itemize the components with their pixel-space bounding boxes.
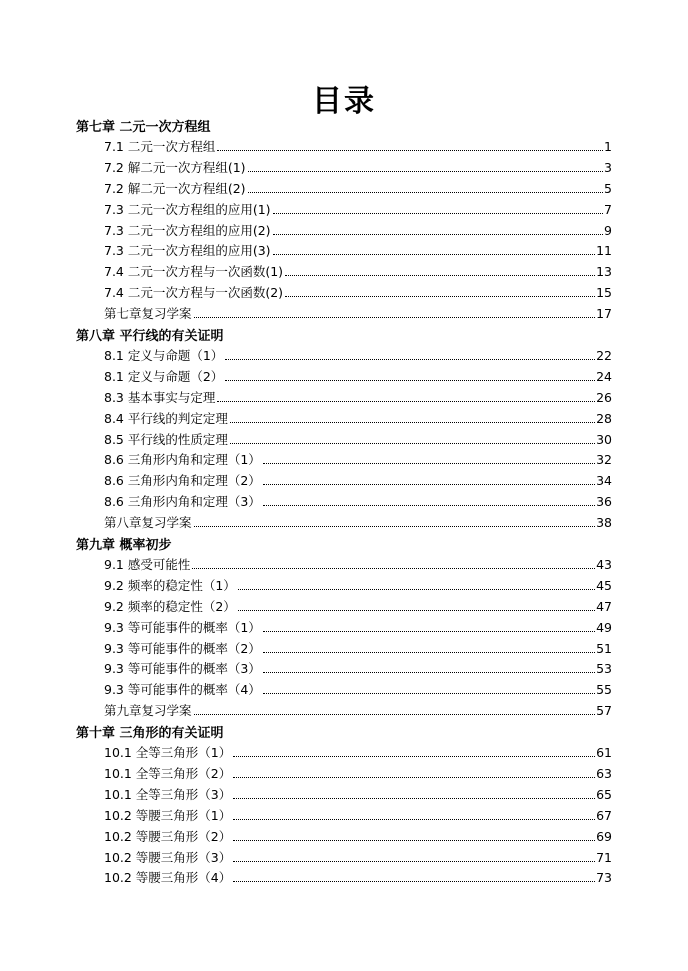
toc-entry-label: 10.1 全等三角形（1） <box>104 745 232 760</box>
toc-entry-label: 第七章复习学案 <box>104 306 192 322</box>
chapter-heading: 第十章 三角形的有关证明 <box>76 726 224 742</box>
dot-leader <box>273 234 603 235</box>
toc-entry-page-number: 65 <box>596 786 612 802</box>
toc-entry[interactable] <box>104 597 612 615</box>
chapter-heading: 第九章 概率初步 <box>76 538 172 553</box>
dot-leader <box>273 213 603 214</box>
toc-entry-page-number: 57 <box>596 703 612 719</box>
toc-entry-label: 10.1 全等三角形（2） <box>104 765 232 781</box>
dot-leader <box>248 171 603 172</box>
toc-entry-label: 8.4 平行线的判定定理 <box>104 410 228 426</box>
toc-entry-label: 9.3 等可能事件的概率（2） <box>104 640 261 656</box>
toc-entry-page-number: 7 <box>604 201 612 217</box>
toc-entry[interactable] <box>104 158 612 176</box>
toc-entry-label: 10.1 全等三角形（3） <box>104 786 232 802</box>
toc-entry-page-number: 69 <box>596 828 612 844</box>
toc-entry[interactable] <box>104 555 612 573</box>
toc-entry[interactable] <box>104 806 612 824</box>
toc-entry-label: 10.2 等腰三角形（3） <box>104 849 232 865</box>
dot-leader <box>248 192 603 193</box>
dot-leader <box>192 568 595 569</box>
toc-entry-page-number: 13 <box>596 264 612 280</box>
toc-entry-label: 9.2 频率的稳定性（2） <box>104 598 236 614</box>
chapter-heading: 第七章 二元一次方程组 <box>76 120 211 135</box>
toc-entry[interactable] <box>104 450 612 468</box>
toc-entry-page-number: 63 <box>596 765 612 781</box>
toc-entry[interactable] <box>104 785 612 803</box>
dot-leader <box>194 714 596 715</box>
toc-entry[interactable] <box>104 409 612 427</box>
dot-leader <box>217 401 595 402</box>
dot-leader <box>230 422 595 423</box>
toc-entry-label: 8.1 定义与命题（1） <box>104 347 224 363</box>
toc-entry-label: 8.6 三角形内角和定理（1） <box>104 452 261 468</box>
toc-entry-page-number: 47 <box>596 598 612 614</box>
toc-entry[interactable] <box>104 513 612 531</box>
toc-entry[interactable] <box>104 868 612 886</box>
dot-leader <box>263 505 595 506</box>
toc-entry-label: 9.1 感受可能性 <box>104 556 191 572</box>
toc-entry-label: 7.1 二元一次方程组 <box>104 138 216 154</box>
toc-entry-label: 第八章复习学案 <box>104 515 192 531</box>
toc-entry-label: 10.2 等腰三角形（1） <box>104 807 232 823</box>
dot-leader <box>263 484 595 485</box>
toc-entry-label: 7.2 解二元一次方程组(2) <box>104 180 246 196</box>
dot-leader <box>238 610 595 611</box>
dot-leader <box>263 693 595 694</box>
toc-entry-page-number: 17 <box>596 306 612 322</box>
toc-entry-label: 9.3 等可能事件的概率（1） <box>104 619 261 635</box>
toc-entry-page-number: 9 <box>604 222 612 238</box>
toc-entry-page-number: 71 <box>596 849 612 865</box>
toc-entry[interactable] <box>104 137 612 155</box>
dot-leader <box>233 819 595 820</box>
toc-entry-label: 8.3 基本事实与定理 <box>104 389 216 405</box>
dot-leader <box>285 296 595 297</box>
toc-entry[interactable] <box>104 827 612 845</box>
toc-entry[interactable] <box>104 659 612 677</box>
toc-entry[interactable] <box>104 576 612 594</box>
toc-entry-page-number: 61 <box>596 745 612 760</box>
dot-leader <box>285 275 595 276</box>
dot-leader <box>238 589 595 590</box>
toc-entry-label: 10.2 等腰三角形（4） <box>104 870 232 886</box>
dot-leader <box>263 672 595 673</box>
toc-entry[interactable] <box>104 221 612 239</box>
dot-leader <box>233 756 595 757</box>
toc-entry[interactable] <box>104 680 612 698</box>
toc-entry-label: 9.2 频率的稳定性（1） <box>104 577 236 593</box>
dot-leader <box>233 777 595 778</box>
toc-entry[interactable] <box>104 346 612 364</box>
toc-entry-page-number: 53 <box>596 661 612 677</box>
toc-entry-label: 10.2 等腰三角形（2） <box>104 828 232 844</box>
toc-entry-page-number: 22 <box>596 347 612 363</box>
toc-entry-page-number: 24 <box>596 368 612 384</box>
toc-entry-label: 8.6 三角形内角和定理（3） <box>104 494 261 510</box>
toc-entry-label: 7.3 二元一次方程组的应用(1) <box>104 201 271 217</box>
toc-entry-page-number: 45 <box>596 577 612 593</box>
toc-entry-page-number: 15 <box>596 285 612 301</box>
toc-entry[interactable] <box>104 283 612 301</box>
toc-entry-label: 7.4 二元一次方程与一次函数(1) <box>104 264 284 280</box>
toc-entry-label: 8.5 平行线的性质定理 <box>104 431 228 447</box>
dot-leader <box>194 526 596 527</box>
dot-leader <box>263 652 595 653</box>
dot-leader <box>225 359 595 360</box>
toc-entry-page-number: 49 <box>596 619 612 635</box>
dot-leader <box>273 254 596 255</box>
toc-entry[interactable] <box>104 471 612 489</box>
toc-entry[interactable] <box>104 848 612 866</box>
toc-entry-page-number: 36 <box>596 494 612 510</box>
toc-entry-page-number: 1 <box>604 138 612 154</box>
dot-leader <box>233 840 595 841</box>
toc-entry-label: 7.3 二元一次方程组的应用(3) <box>104 243 271 259</box>
toc-entry-page-number: 30 <box>596 431 612 447</box>
toc-entry-page-number: 38 <box>596 515 612 531</box>
toc-entry-page-number: 67 <box>596 807 612 823</box>
toc-entry-page-number: 28 <box>596 410 612 426</box>
toc-entry-label: 9.3 等可能事件的概率（4） <box>104 682 261 698</box>
toc-entry[interactable] <box>104 492 612 510</box>
toc-entry-label: 9.3 等可能事件的概率（3） <box>104 661 261 677</box>
dot-leader <box>233 798 595 799</box>
toc-entry-label: 7.2 解二元一次方程组(1) <box>104 159 246 175</box>
toc-entry[interactable] <box>104 262 612 280</box>
toc-entry[interactable] <box>104 618 612 636</box>
toc-entry-page-number: 3 <box>604 159 612 175</box>
toc-entry-page-number: 55 <box>596 682 612 698</box>
toc-entry-label: 7.3 二元一次方程组的应用(2) <box>104 222 271 238</box>
toc-entry-page-number: 32 <box>596 452 612 468</box>
toc-entry[interactable] <box>104 367 612 385</box>
toc-entry[interactable] <box>104 304 612 322</box>
dot-leader <box>263 463 595 464</box>
dot-leader <box>194 317 596 318</box>
chapter-heading: 第八章 平行线的有关证明 <box>76 329 224 344</box>
toc-entry[interactable] <box>104 388 612 406</box>
toc-entry[interactable] <box>104 179 612 197</box>
toc-entry-label: 第九章复习学案 <box>104 703 192 719</box>
toc-entry-label: 8.1 定义与命题（2） <box>104 368 224 384</box>
toc-entry-page-number: 51 <box>596 640 612 656</box>
dot-leader <box>233 881 595 882</box>
dot-leader <box>230 443 595 444</box>
toc-entry-page-number: 43 <box>596 556 612 572</box>
toc-entry[interactable] <box>104 200 612 218</box>
toc-entry[interactable] <box>104 241 612 259</box>
dot-leader <box>263 631 595 632</box>
toc-entry-label: 8.6 三角形内角和定理（2） <box>104 473 261 489</box>
toc-entry[interactable] <box>104 764 612 782</box>
toc-entry-page-number: 11 <box>596 243 612 259</box>
toc-entry[interactable] <box>104 743 612 761</box>
toc-entry[interactable] <box>104 701 612 719</box>
toc-entry-page-number: 34 <box>596 473 612 489</box>
toc-entry-page-number: 5 <box>604 180 612 196</box>
dot-leader <box>217 150 603 151</box>
toc-entry[interactable] <box>104 639 612 657</box>
toc-entry-page-number: 26 <box>596 389 612 405</box>
dot-leader <box>225 380 595 381</box>
toc-entry-page-number: 73 <box>596 870 612 886</box>
toc-entry[interactable] <box>104 430 612 448</box>
page-title: 目录 <box>312 84 376 119</box>
dot-leader <box>233 861 595 862</box>
toc-entry-label: 7.4 二元一次方程与一次函数(2) <box>104 285 284 301</box>
